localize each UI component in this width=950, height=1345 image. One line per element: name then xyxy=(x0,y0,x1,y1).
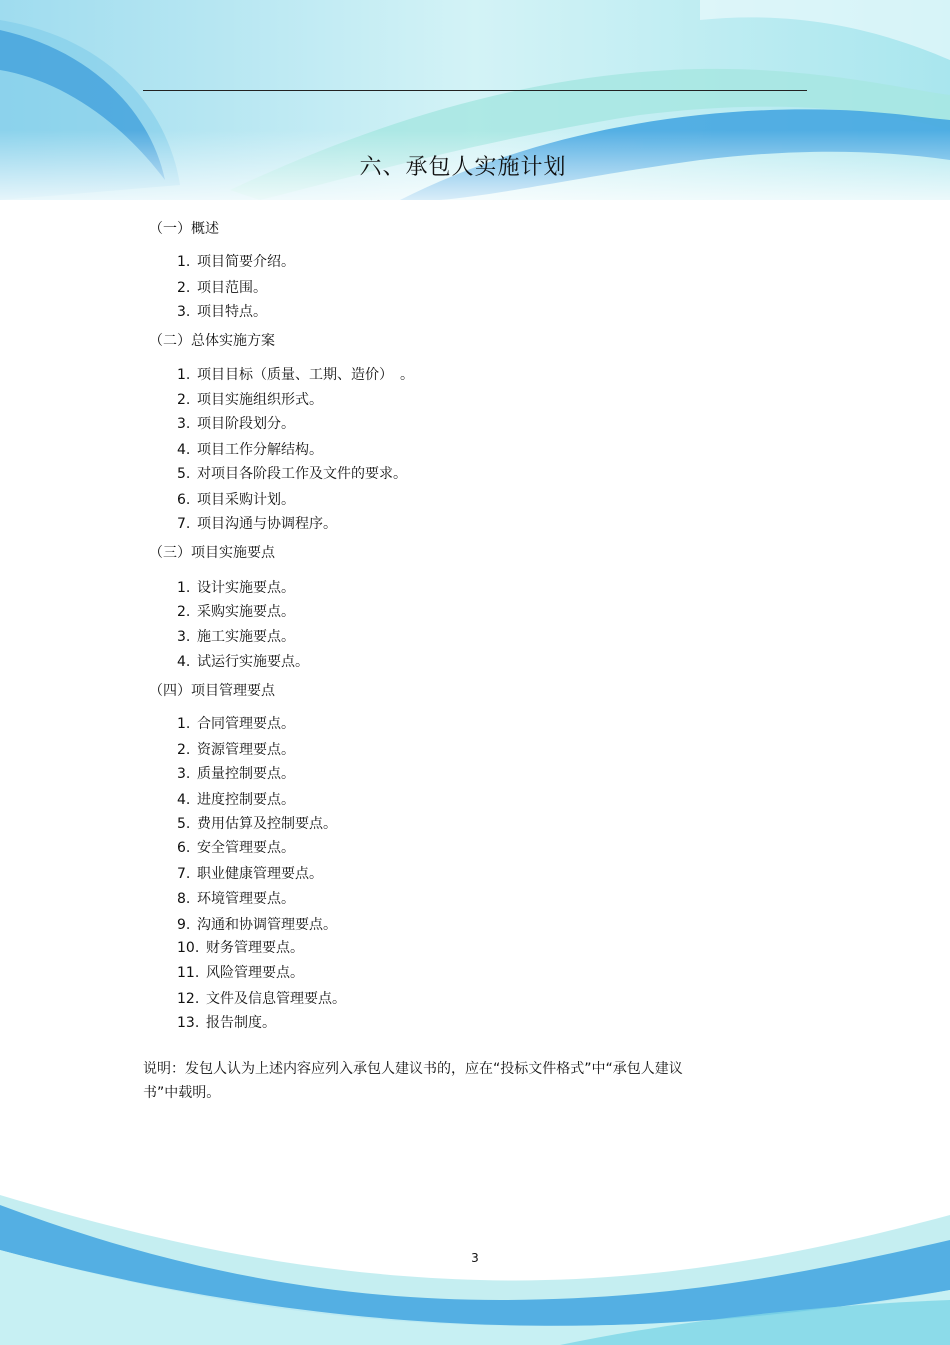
list-item xyxy=(177,988,346,1008)
list-item-text: 资源管理要点。 xyxy=(197,742,295,758)
list-item-number: 3. xyxy=(177,629,191,645)
list-item-text: 职业健康管理要点。 xyxy=(197,866,323,882)
list-item-number: 13. xyxy=(177,1015,200,1031)
section-heading-management: （四）项目管理要点 xyxy=(149,683,275,699)
list-item xyxy=(177,439,323,459)
note-line: 书”中载明。 xyxy=(143,1085,221,1101)
list-item-text: 财务管理要点。 xyxy=(206,940,304,956)
list-item xyxy=(177,251,295,271)
list-item-number: 5. xyxy=(177,466,191,482)
header-rule xyxy=(143,90,807,91)
list-item-text: 项目范围。 xyxy=(197,280,267,296)
list-item-text: 环境管理要点。 xyxy=(197,891,295,907)
list-item-text: 项目工作分解结构。 xyxy=(197,442,323,458)
list-item-text: 项目目标（质量、工期、造价） 。 xyxy=(197,367,414,383)
list-item xyxy=(177,813,337,833)
list-item xyxy=(177,837,295,857)
list-item-number: 1. xyxy=(177,716,191,732)
list-item xyxy=(177,789,295,809)
list-item-text: 对项目各阶段工作及文件的要求。 xyxy=(197,466,407,482)
list-item-number: 4. xyxy=(177,442,191,458)
list-item-text: 采购实施要点。 xyxy=(197,604,295,620)
list-item-text: 项目采购计划。 xyxy=(197,492,295,508)
list-item-number: 2. xyxy=(177,280,191,296)
list-item-text: 项目阶段划分。 xyxy=(197,416,295,432)
list-item xyxy=(177,914,337,934)
list-item-number: 12. xyxy=(177,991,200,1007)
list-item-text: 设计实施要点。 xyxy=(197,580,295,596)
list-item-text: 项目沟通与协调程序。 xyxy=(197,516,337,532)
list-item xyxy=(177,937,304,957)
list-item xyxy=(177,888,295,908)
list-item-number: 4. xyxy=(177,792,191,808)
list-item xyxy=(177,577,295,597)
list-item-text: 项目特点。 xyxy=(197,304,267,320)
list-item xyxy=(177,626,295,646)
list-item-number: 2. xyxy=(177,392,191,408)
list-item-number: 1. xyxy=(177,580,191,596)
list-item-text: 费用估算及控制要点。 xyxy=(197,816,337,832)
list-item xyxy=(177,1012,276,1032)
list-item xyxy=(177,389,323,409)
list-item-number: 11. xyxy=(177,965,200,981)
list-item-number: 6. xyxy=(177,492,191,508)
list-item-number: 7. xyxy=(177,866,191,882)
list-item xyxy=(177,413,295,433)
list-item-text: 风险管理要点。 xyxy=(206,965,304,981)
list-item xyxy=(177,601,295,621)
list-item-number: 4. xyxy=(177,654,191,670)
section-heading-overview: （一）概述 xyxy=(149,221,219,237)
page-number: 3 xyxy=(471,1251,479,1265)
list-item xyxy=(177,863,323,883)
list-item xyxy=(177,739,295,759)
section-heading-key-points: （三）项目实施要点 xyxy=(149,545,275,561)
list-item-number: 2. xyxy=(177,604,191,620)
list-item-number: 3. xyxy=(177,304,191,320)
list-item-number: 3. xyxy=(177,416,191,432)
list-item xyxy=(177,301,267,321)
document-title: 六、承包人实施计划 xyxy=(359,155,567,180)
list-item-number: 5. xyxy=(177,816,191,832)
list-item xyxy=(177,489,295,509)
list-item-number: 2. xyxy=(177,742,191,758)
list-item-number: 1. xyxy=(177,367,191,383)
list-item xyxy=(177,364,414,384)
list-item-number: 3. xyxy=(177,766,191,782)
list-item-text: 项目简要介绍。 xyxy=(197,254,295,270)
list-item-text: 试运行实施要点。 xyxy=(197,654,309,670)
list-item-text: 项目实施组织形式。 xyxy=(197,392,323,408)
list-item-text: 安全管理要点。 xyxy=(197,840,295,856)
note-line: 说明：发包人认为上述内容应列入承包人建议书的，应在“投标文件格式”中“承包人建议 xyxy=(143,1061,683,1077)
note-paragraph xyxy=(143,1057,683,1105)
list-item xyxy=(177,277,267,297)
list-item xyxy=(177,713,295,733)
list-item-text: 质量控制要点。 xyxy=(197,766,295,782)
list-item-text: 报告制度。 xyxy=(206,1015,276,1031)
list-item-number: 7. xyxy=(177,516,191,532)
list-item-number: 6. xyxy=(177,840,191,856)
section-heading-overall-plan: （二）总体实施方案 xyxy=(149,333,275,349)
list-item-text: 进度控制要点。 xyxy=(197,792,295,808)
list-item-text: 施工实施要点。 xyxy=(197,629,295,645)
list-item xyxy=(177,651,309,671)
list-item-number: 1. xyxy=(177,254,191,270)
list-item-text: 文件及信息管理要点。 xyxy=(206,991,346,1007)
list-item-text: 合同管理要点。 xyxy=(197,716,295,732)
list-item xyxy=(177,513,337,533)
list-item xyxy=(177,962,304,982)
list-item xyxy=(177,463,407,483)
list-item-number: 8. xyxy=(177,891,191,907)
list-item-text: 沟通和协调管理要点。 xyxy=(197,917,337,933)
list-item xyxy=(177,763,295,783)
list-item-number: 9. xyxy=(177,917,191,933)
list-item-number: 10. xyxy=(177,940,200,956)
